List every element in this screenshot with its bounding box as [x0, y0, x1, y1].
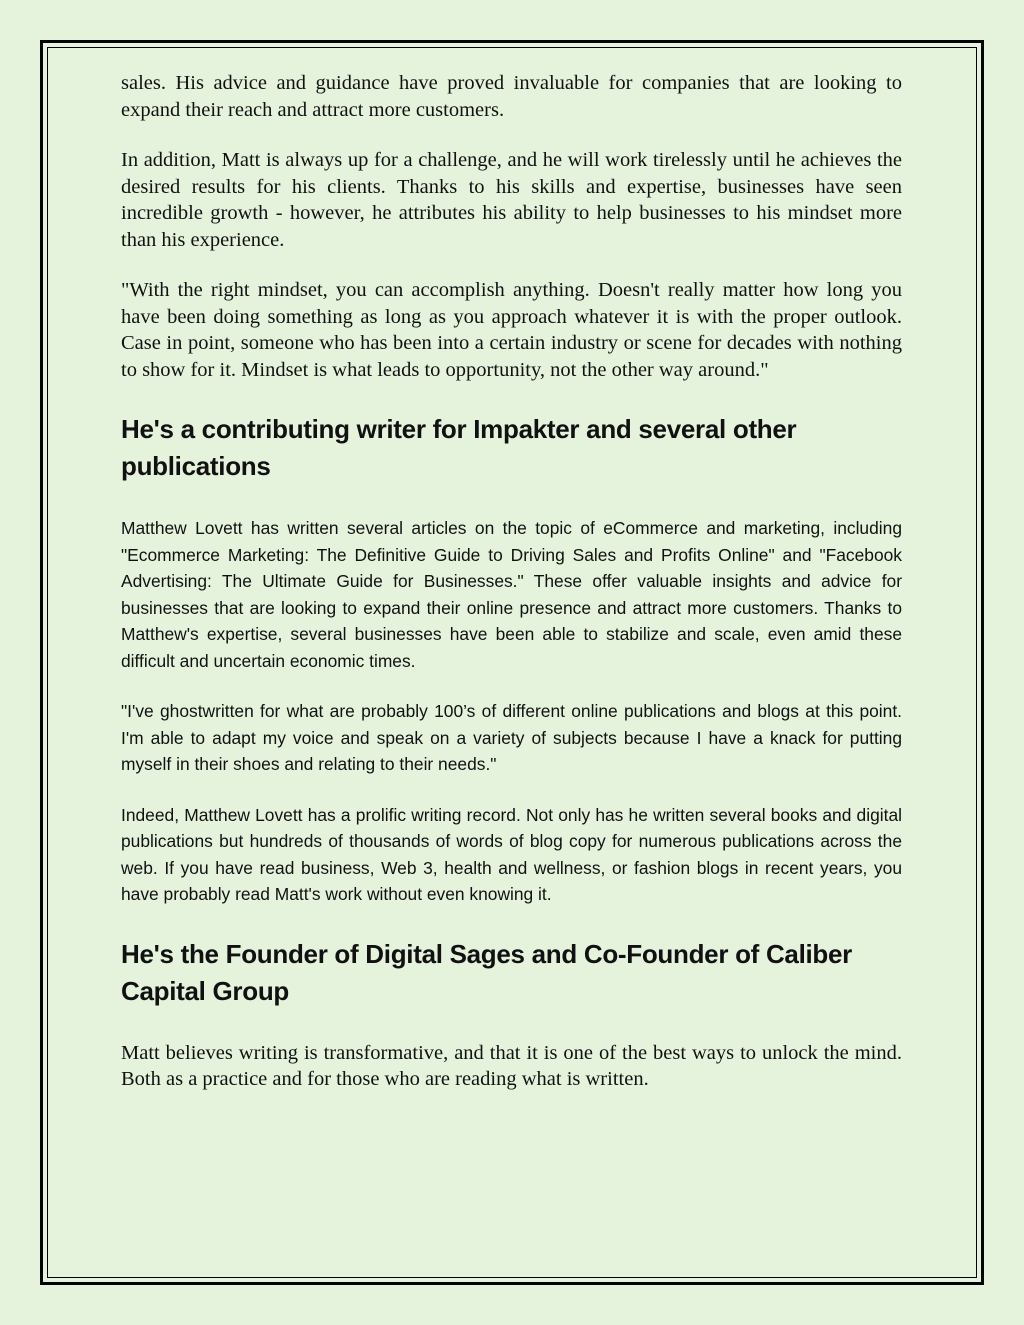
quote-mindset: "With the right mindset, you can accomplish anything. Doesn't really matter how long you have been doing something as long as you approach whatever it is with the proper outlook. Case in point, someone who has been into a certain industry or scene for decades with nothing to show for it. Mindset is what leads to opportunity, not the other way around." [121, 279, 902, 381]
paragraph-sales-advice: sales. His advice and guidance have proved invaluable for companies that are looking to expand their reach and attract more customers. [121, 72, 902, 121]
heading-contributing-writer: He's a contributing writer for Impakter and several other publications [121, 414, 797, 481]
article-body [121, 70, 902, 1093]
paragraph-writing-record: Indeed, Matthew Lovett has a prolific writing record. Not only has he written several books and digital publications but hundreds of thousands of words of blog copy for numerous publications across the web. If you have read business, Web 3, health and wellness, or fashion blogs in recent years, you have probably read Matt's work without even knowing it. [121, 804, 902, 904]
heading-founder: He's the Founder of Digital Sages and Co-Founder of Caliber Capital Group [121, 938, 852, 1006]
quote-ghostwriting: "I've ghostwritten for what are probably 100’s of different online publications and blogs at this point. I'm able to adapt my voice and speak on a variety of subjects because I have a knack for putting myself in their shoes and relating to their needs." [121, 701, 902, 774]
paragraph-articles: Matthew Lovett has written several articles on the topic of eCommerce and marketing, including "Ecommerce Marketing: The Definitive Guide to Driving Sales and Profits Online" and "Facebook Advertising: The Ultimate Guide for Businesses." These offer valuable insights and advice for businesses that are looking to expand their online presence and attract more customers. Thanks to Matthew's expertise, several businesses have been able to stabilize and scale, even amid these difficult and uncertain economic times. [121, 518, 902, 671]
paragraph-challenge: In addition, Matt is always up for a challenge, and he will work tirelessly until he achieves the desired results for his clients. Thanks to his skills and expertise, businesses have seen incredible growth - however, he attributes his ability to help businesses to his mindset more than his experience. [121, 149, 902, 251]
paragraph-transformative-writing: Matt believes writing is transformative, and that it is one of the best ways to unlock the mind. Both as a practice and for those who are reading what is written. [121, 1041, 902, 1090]
